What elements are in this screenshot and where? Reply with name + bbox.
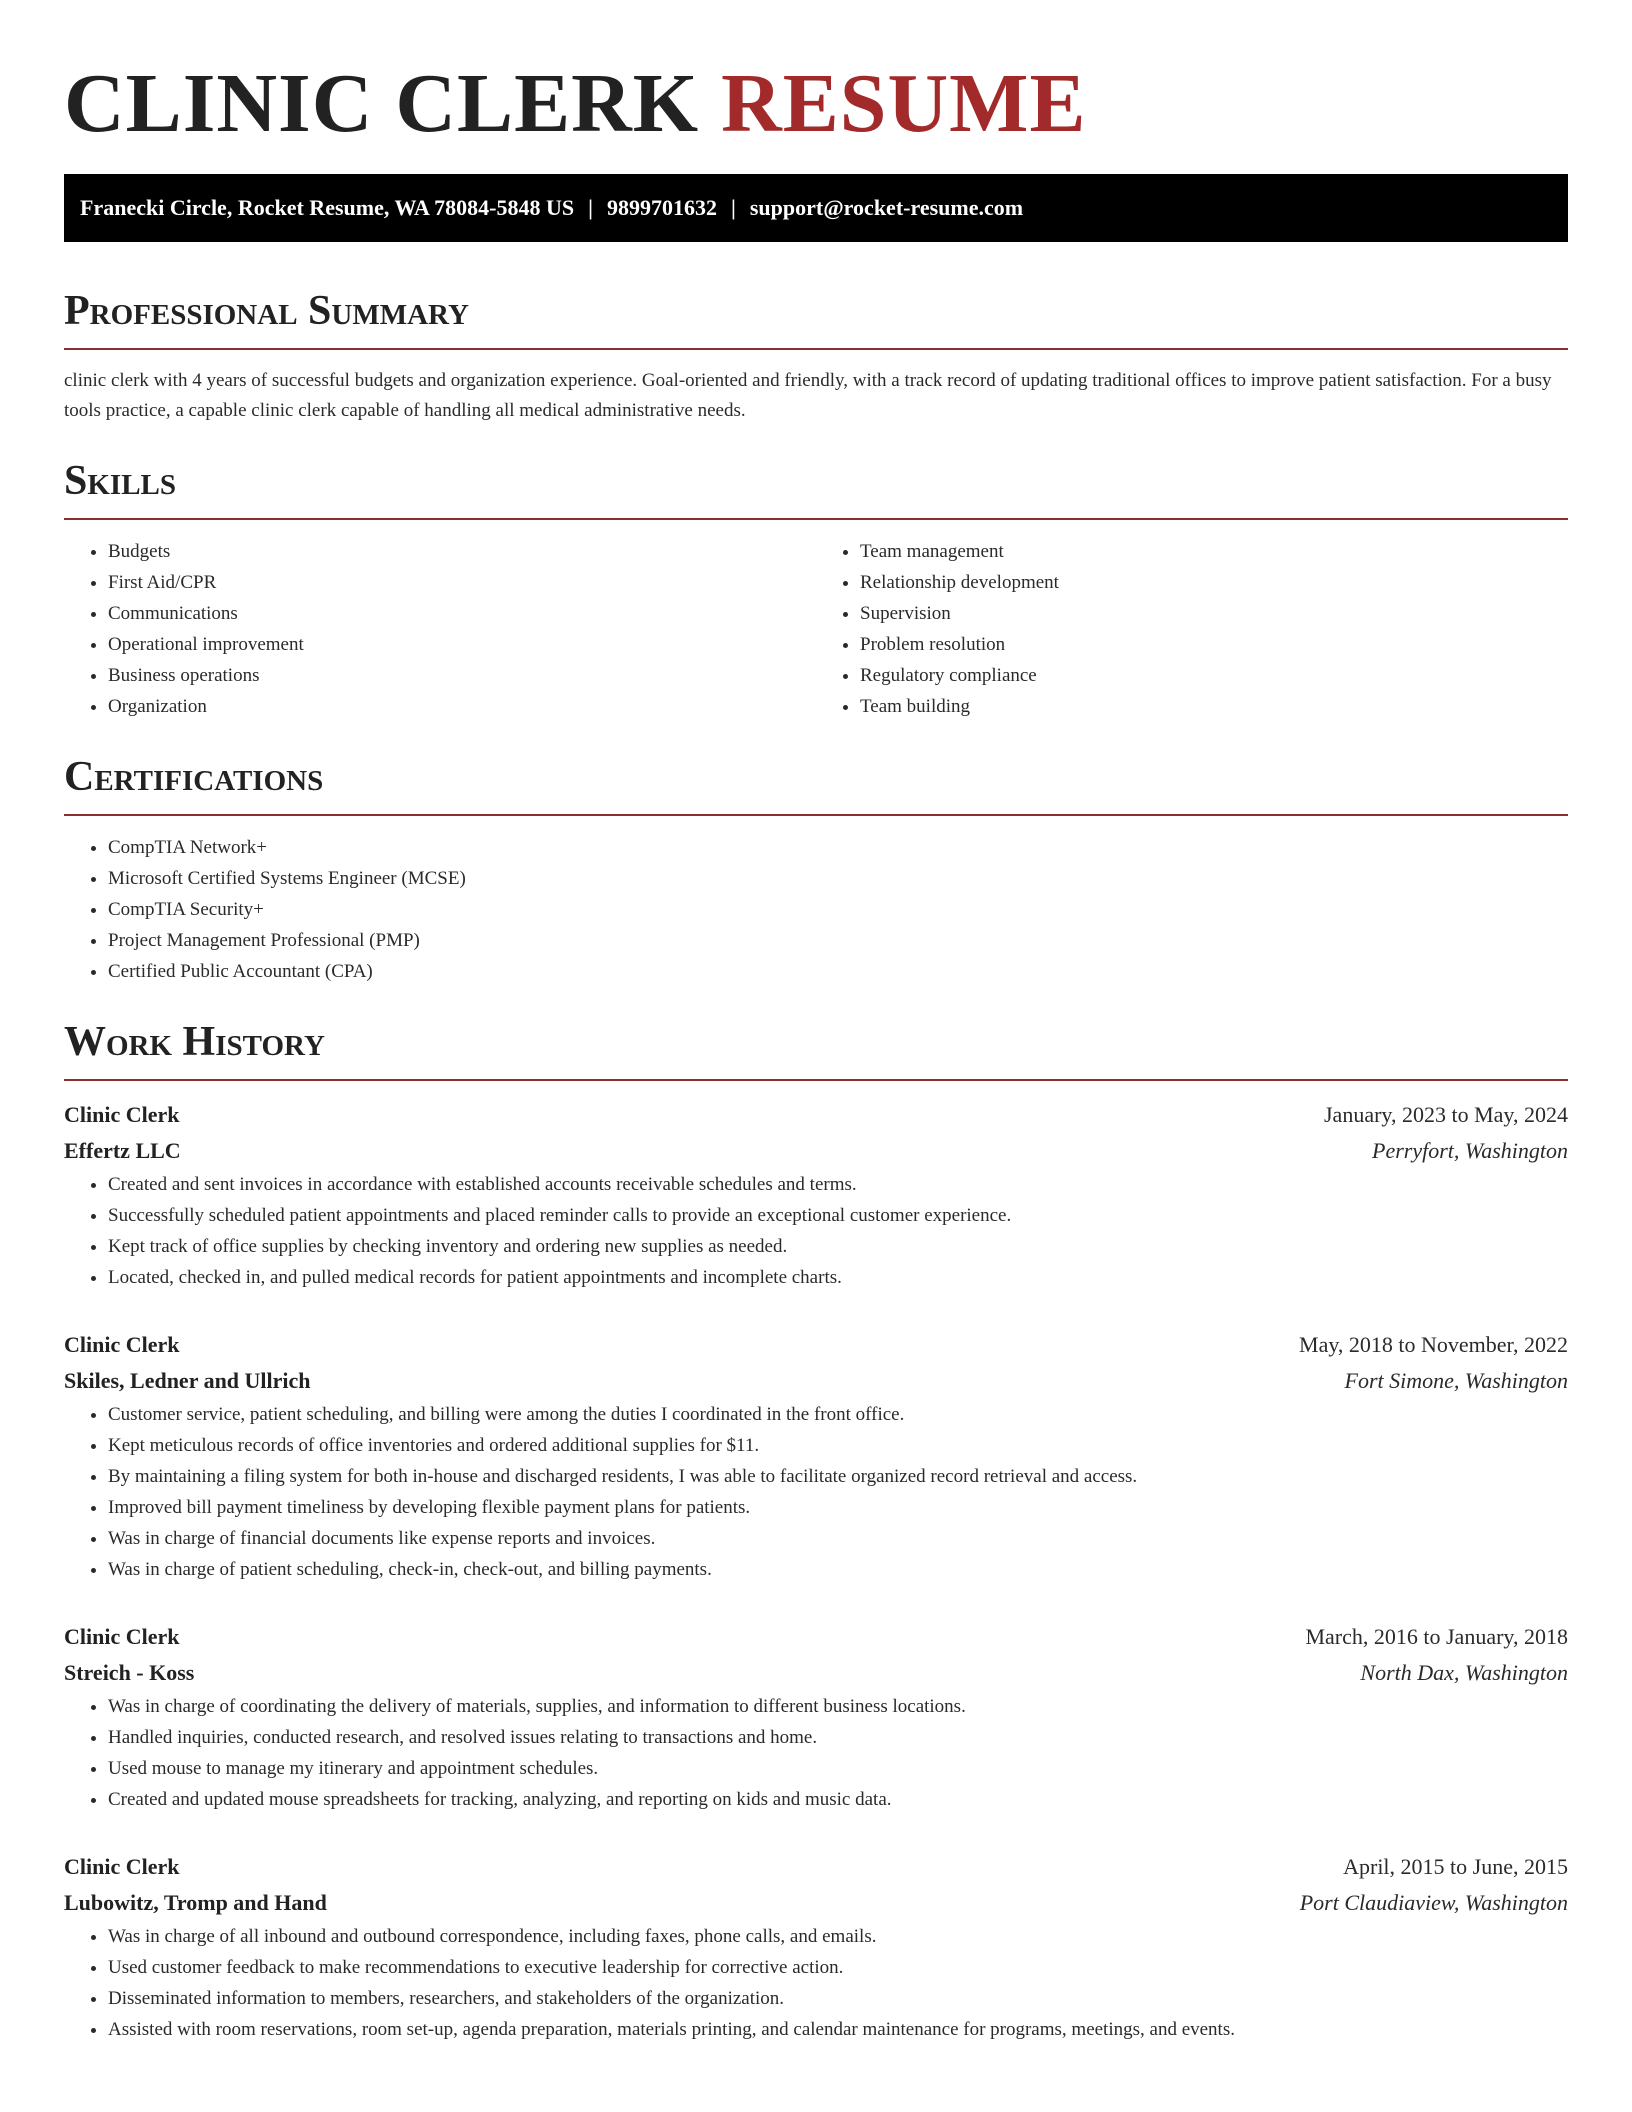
skill-item: • Regulatory compliance: [860, 660, 1568, 691]
certification-item: • Certified Public Accountant (CPA): [108, 956, 1568, 987]
job-bullet: • Created and sent invoices in accordance with established accounts receivable schedules and terms.: [108, 1169, 1568, 1200]
skill-item: • Supervision: [860, 598, 1568, 629]
contact-phone: 9899701632: [607, 195, 717, 220]
job-bullet: • Was in charge of financial documents like expense reports and invoices.: [108, 1523, 1568, 1554]
skills-columns: [64, 536, 1568, 722]
section-divider: [64, 348, 1568, 350]
job-bullet: • Kept meticulous records of office inventories and ordered additional supplies for $11.: [108, 1430, 1568, 1461]
skills-section: [64, 456, 1568, 722]
job-bullet: • Disseminated information to members, researchers, and stakeholders of the organization.: [108, 1983, 1568, 2014]
contact-bar: [64, 174, 1568, 242]
summary-text: clinic clerk with 4 years of successful budgets and organization experience. Goal-oriented and friendly, with a track record of updating traditional offices to improve patient satisfaction. For a busy tools practice, a capable clinic clerk capable of handling all medical administrative needs.: [64, 370, 1552, 421]
contact-separator: |: [588, 195, 593, 220]
job-header-row: [64, 1097, 1568, 1133]
job-company-row: [64, 1655, 1568, 1691]
job-title: Clinic Clerk: [64, 1854, 180, 1879]
contact-email[interactable]: support@rocket-resume.com: [749, 195, 1024, 220]
job-title: Clinic Clerk: [64, 1102, 180, 1127]
job-entry: [64, 1097, 1568, 1293]
section-heading-skills: Skills: [64, 458, 177, 504]
title-accent: RESUME: [721, 57, 1087, 150]
job-company: Lubowitz, Tromp and Hand: [64, 1890, 327, 1915]
job-bullet: • Handled inquiries, conducted research, and resolved issues relating to transactions and home.: [108, 1722, 1568, 1753]
section-divider: [64, 814, 1568, 816]
job-entry: [64, 1327, 1568, 1585]
certifications-section: [64, 752, 1568, 987]
job-bullet: • Successfully scheduled patient appointments and placed reminder calls to provide an exceptional customer experience.: [108, 1200, 1568, 1231]
job-title: Clinic Clerk: [64, 1624, 180, 1649]
job-bullet: • Used customer feedback to make recommendations to executive leadership for corrective action.: [108, 1952, 1568, 1983]
summary-section: [64, 286, 1568, 426]
job-title: Clinic Clerk: [64, 1332, 180, 1357]
skill-item: • Budgets: [108, 536, 816, 567]
certification-item: • CompTIA Network+: [108, 832, 1568, 863]
section-heading-work-history: Work History: [64, 1019, 325, 1065]
skill-item: • Communications: [108, 598, 816, 629]
job-bullet: • Was in charge of all inbound and outbound correspondence, including faxes, phone calls, and emails.: [108, 1921, 1568, 1952]
job-header-row: [64, 1327, 1568, 1363]
title-main: CLINIC CLERK: [64, 57, 700, 150]
job-bullet: • Improved bill payment timeliness by developing flexible payment plans for patients.: [108, 1492, 1568, 1523]
skill-item: • Business operations: [108, 660, 816, 691]
skill-item: • Team building: [860, 691, 1568, 722]
work-history-section: [64, 1017, 1568, 2045]
job-bullet: • Located, checked in, and pulled medical records for patient appointments and incomplete charts.: [108, 1262, 1568, 1293]
certification-item: • Project Management Professional (PMP): [108, 925, 1568, 956]
section-heading-summary: Professional Summary: [64, 288, 469, 334]
certification-item: • CompTIA Security+: [108, 894, 1568, 925]
job-header-row: [64, 1849, 1568, 1885]
job-bullet: • Customer service, patient scheduling, and billing were among the duties I coordinated in the front office.: [108, 1399, 1568, 1430]
job-dates: April, 2015 to June, 2015: [1343, 1854, 1568, 1879]
skill-item: • First Aid/CPR: [108, 567, 816, 598]
job-company: Effertz LLC: [64, 1138, 181, 1163]
job-bullet: • Was in charge of coordinating the delivery of materials, supplies, and information to different business locations.: [108, 1691, 1568, 1722]
job-bullet: • Used mouse to manage my itinerary and appointment schedules.: [108, 1753, 1568, 1784]
job-entry: [64, 1849, 1568, 2045]
job-entry: [64, 1619, 1568, 1815]
job-header-row: [64, 1619, 1568, 1655]
job-company: Streich - Koss: [64, 1660, 195, 1685]
job-company-row: [64, 1363, 1568, 1399]
resume-title: [64, 0, 1568, 154]
job-bullet: • Assisted with room reservations, room set-up, agenda preparation, materials printing, and calendar maintenance for programs, meetings, and events.: [108, 2014, 1568, 2045]
job-company: Skiles, Ledner and Ullrich: [64, 1368, 311, 1393]
skill-item: • Problem resolution: [860, 629, 1568, 660]
contact-address: Franecki Circle, Rocket Resume, WA 78084-5848 US: [80, 195, 575, 220]
skill-item: • Organization: [108, 691, 816, 722]
skill-item: • Relationship development: [860, 567, 1568, 598]
job-bullet: • Kept track of office supplies by checking inventory and ordering new supplies as needed.: [108, 1231, 1568, 1262]
job-bullet: • By maintaining a filing system for both in-house and discharged residents, I was able to facilitate organized record retrieval and access.: [108, 1461, 1568, 1492]
job-company-row: [64, 1133, 1568, 1169]
section-divider: [64, 518, 1568, 520]
skills-column-left: [64, 536, 816, 722]
job-location: Perryfort, Washington: [1372, 1138, 1568, 1163]
job-bullet: • Was in charge of patient scheduling, check-in, check-out, and billing payments.: [108, 1554, 1568, 1585]
section-divider: [64, 1079, 1568, 1081]
skill-item: • Team management: [860, 536, 1568, 567]
certification-item: • Microsoft Certified Systems Engineer (MCSE): [108, 863, 1568, 894]
job-location: North Dax, Washington: [1360, 1660, 1568, 1685]
skill-item: • Operational improvement: [108, 629, 816, 660]
contact-separator: |: [731, 195, 736, 220]
job-dates: January, 2023 to May, 2024: [1324, 1102, 1568, 1127]
job-company-row: [64, 1885, 1568, 1921]
skills-column-right: [816, 536, 1568, 722]
job-location: Port Claudiaview, Washington: [1299, 1890, 1568, 1915]
job-dates: March, 2016 to January, 2018: [1305, 1624, 1568, 1649]
job-bullet: • Created and updated mouse spreadsheets for tracking, analyzing, and reporting on kids and music data.: [108, 1784, 1568, 1815]
section-heading-certifications: Certifications: [64, 754, 324, 800]
job-dates: May, 2018 to November, 2022: [1299, 1332, 1568, 1357]
job-location: Fort Simone, Washington: [1344, 1368, 1568, 1393]
